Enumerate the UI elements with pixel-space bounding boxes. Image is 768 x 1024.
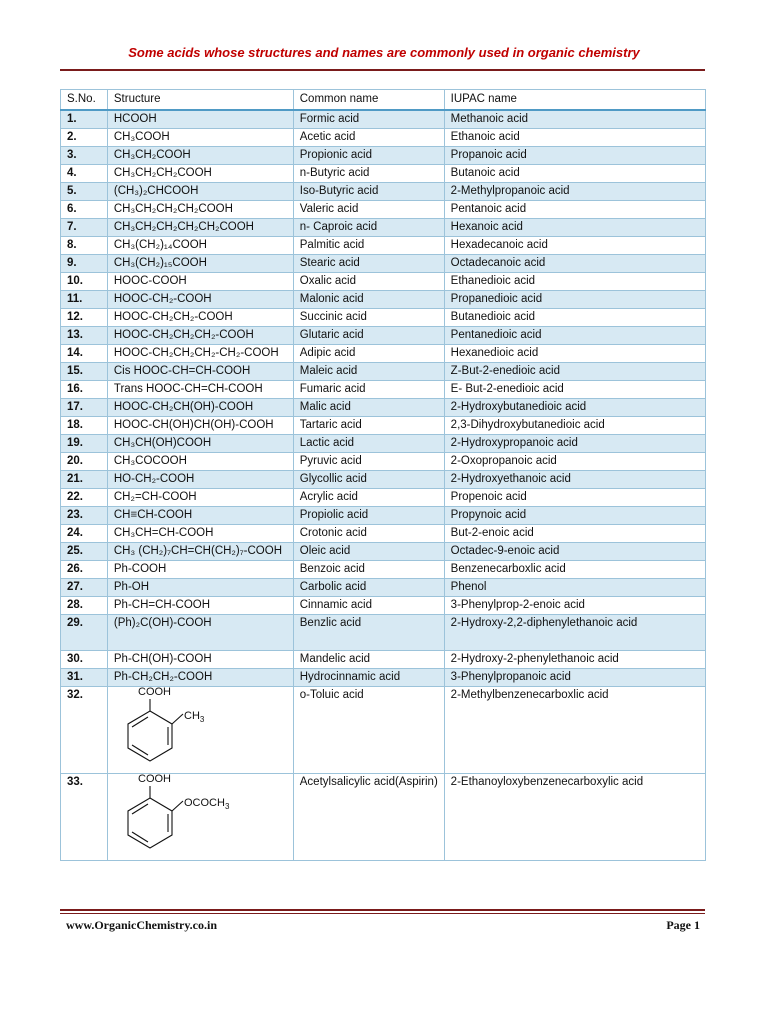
table-row (61, 110, 706, 129)
cell-sno: 8. (61, 237, 108, 255)
footer-website: www.OrganicChemistry.co.in (66, 918, 217, 932)
cell-structure: CH≡CH-COOH (107, 507, 293, 525)
cell-iupac-name: Propynoic acid (444, 507, 705, 525)
cell-sno: 16. (61, 381, 108, 399)
cell-common-name: Formic acid (293, 110, 444, 129)
cell-structure: CH₃CH₂CH₂CH₂CH₂COOH (107, 219, 293, 237)
table-row (61, 471, 706, 489)
table-row (61, 399, 706, 417)
header-sno: S.No. (61, 90, 108, 111)
table-row (61, 129, 706, 147)
cell-iupac-name: But-2-enoic acid (444, 525, 705, 543)
cell-iupac-name: Propanedioic acid (444, 291, 705, 309)
table-row (61, 669, 706, 687)
cell-iupac-name: Methanoic acid (444, 110, 705, 129)
cell-sno: 27. (61, 579, 108, 597)
cell-common-name: Hydrocinnamic acid (293, 669, 444, 687)
cell-iupac-name: 3-Phenylprop-2-enoic acid (444, 597, 705, 615)
cell-common-name: Iso-Butyric acid (293, 183, 444, 201)
cell-structure: HOOC-CH₂CH₂-COOH (107, 309, 293, 327)
cell-sno: 25. (61, 543, 108, 561)
cell-iupac-name: Phenol (444, 579, 705, 597)
mol-top-group: COOH (137, 773, 171, 785)
cell-sno: 29. (61, 615, 108, 651)
cell-sno: 17. (61, 399, 108, 417)
cell-structure: CH₃CH₂COOH (107, 147, 293, 165)
cell-iupac-name: 3-Phenylpropanoic acid (444, 669, 705, 687)
cell-structure: HOOC-CH₂CH(OH)-COOH (107, 399, 293, 417)
cell-sno: 2. (61, 129, 108, 147)
cell-structure: HOOC-CH₂-COOH (107, 291, 293, 309)
table-row (61, 273, 706, 291)
page-title: Some acids whose structures and names are commonly used in organic chemistry (128, 45, 640, 60)
o-toluic-acid-structure (110, 687, 230, 771)
table-row (61, 579, 706, 597)
mol-side-group: $OCOCH_3$ (183, 797, 230, 811)
cell-common-name: Acrylic acid (293, 489, 444, 507)
cell-structure-drawing (107, 687, 293, 774)
cell-iupac-name: 2-Methylbenzenecarboxlic acid (444, 687, 705, 774)
cell-sno: 30. (61, 651, 108, 669)
cell-iupac-name: 2,3-Dihydroxybutanedioic acid (444, 417, 705, 435)
cell-sno: 15. (61, 363, 108, 381)
mol-top-group: COOH (137, 686, 171, 698)
table-row (61, 201, 706, 219)
table-row (61, 381, 706, 399)
cell-structure: Ph-CH=CH-COOH (107, 597, 293, 615)
cell-sno: 7. (61, 219, 108, 237)
table-row (61, 543, 706, 561)
cell-structure: HOOC-CH₂CH₂CH₂-COOH (107, 327, 293, 345)
cell-iupac-name: Pentanedioic acid (444, 327, 705, 345)
cell-common-name: Valeric acid (293, 201, 444, 219)
cell-structure: Ph-COOH (107, 561, 293, 579)
cell-structure: CH₃CH=CH-COOH (107, 525, 293, 543)
cell-structure: Ph-CH₂CH₂-COOH (107, 669, 293, 687)
cell-common-name: Acetic acid (293, 129, 444, 147)
mol-side-group: $CH_3$ (183, 710, 205, 724)
cell-common-name: Carbolic acid (293, 579, 444, 597)
cell-common-name: Tartaric acid (293, 417, 444, 435)
cell-sno: 26. (61, 561, 108, 579)
cell-common-name: n-Butyric acid (293, 165, 444, 183)
page-number: Page 1 (666, 918, 700, 932)
table-body (61, 110, 706, 861)
cell-iupac-name: 2-Ethanoyloxybenzenecarboxylic acid (444, 774, 705, 861)
table-row (61, 435, 706, 453)
table-row (61, 183, 706, 201)
table-row (61, 453, 706, 471)
cell-structure: HO-CH₂-COOH (107, 471, 293, 489)
cell-common-name: Pyruvic acid (293, 453, 444, 471)
cell-sno: 6. (61, 201, 108, 219)
table-row (61, 561, 706, 579)
cell-iupac-name: Hexadecanoic acid (444, 237, 705, 255)
cell-structure: CH₂=CH-COOH (107, 489, 293, 507)
header-structure: Structure (107, 90, 293, 111)
cell-iupac-name: E- But-2-enedioic acid (444, 381, 705, 399)
cell-common-name: Malonic acid (293, 291, 444, 309)
cell-sno: 13. (61, 327, 108, 345)
table-row (61, 237, 706, 255)
cell-structure: CH₃CH₂CH₂CH₂COOH (107, 201, 293, 219)
table-row (61, 327, 706, 345)
cell-common-name: Acetylsalicylic acid(Aspirin) (293, 774, 444, 861)
cell-iupac-name: Hexanedioic acid (444, 345, 705, 363)
cell-iupac-name: 2-Hydroxyethanoic acid (444, 471, 705, 489)
cell-common-name: Cinnamic acid (293, 597, 444, 615)
table-row (61, 615, 706, 651)
cell-iupac-name: Propenoic acid (444, 489, 705, 507)
cell-common-name: Adipic acid (293, 345, 444, 363)
cell-sno: 1. (61, 110, 108, 129)
cell-structure: CH₃(CH₂)₁₅COOH (107, 255, 293, 273)
table-row (61, 489, 706, 507)
cell-common-name: Stearic acid (293, 255, 444, 273)
cell-iupac-name: 2-Hydroxy-2,2-diphenylethanoic acid (444, 615, 705, 651)
cell-iupac-name: 2-Hydroxy-2-phenylethanoic acid (444, 651, 705, 669)
table-row (61, 291, 706, 309)
cell-common-name: Palmitic acid (293, 237, 444, 255)
table-row (61, 597, 706, 615)
cell-structure-drawing (107, 774, 293, 861)
cell-sno: 5. (61, 183, 108, 201)
cell-structure: CH₃COOH (107, 129, 293, 147)
table-header-row (61, 90, 706, 111)
cell-common-name: Maleic acid (293, 363, 444, 381)
cell-common-name: n- Caproic acid (293, 219, 444, 237)
cell-sno: 11. (61, 291, 108, 309)
cell-structure: HOOC-CH₂CH₂CH₂-CH₂-COOH (107, 345, 293, 363)
cell-structure: Ph-OH (107, 579, 293, 597)
cell-sno: 14. (61, 345, 108, 363)
table-row (61, 417, 706, 435)
cell-sno: 4. (61, 165, 108, 183)
cell-structure: HCOOH (107, 110, 293, 129)
table-row (61, 345, 706, 363)
cell-common-name: o-Toluic acid (293, 687, 444, 774)
cell-common-name: Benzoic acid (293, 561, 444, 579)
cell-common-name: Fumaric acid (293, 381, 444, 399)
footer-rule (60, 909, 705, 911)
cell-structure: HOOC-CH(OH)CH(OH)-COOH (107, 417, 293, 435)
cell-common-name: Glycollic acid (293, 471, 444, 489)
cell-sno: 19. (61, 435, 108, 453)
cell-common-name: Succinic acid (293, 309, 444, 327)
cell-sno: 10. (61, 273, 108, 291)
cell-common-name: Oxalic acid (293, 273, 444, 291)
cell-sno: 28. (61, 597, 108, 615)
cell-iupac-name: Hexanoic acid (444, 219, 705, 237)
cell-sno: 23. (61, 507, 108, 525)
cell-iupac-name: Benzenecarboxlic acid (444, 561, 705, 579)
cell-common-name: Glutaric acid (293, 327, 444, 345)
cell-structure: (CH₃)₂CHCOOH (107, 183, 293, 201)
cell-common-name: Malic acid (293, 399, 444, 417)
cell-sno: 18. (61, 417, 108, 435)
cell-iupac-name: Butanedioic acid (444, 309, 705, 327)
cell-sno: 32. (61, 687, 108, 774)
acids-table (60, 89, 706, 861)
cell-iupac-name: Octadecanoic acid (444, 255, 705, 273)
cell-structure: HOOC-COOH (107, 273, 293, 291)
cell-iupac-name: 2-Methylpropanoic acid (444, 183, 705, 201)
table-row-32 (61, 687, 706, 774)
cell-sno: 20. (61, 453, 108, 471)
cell-structure: Cis HOOC-CH=CH-COOH (107, 363, 293, 381)
cell-structure: CH₃ (CH₂)₇CH=CH(CH₂)₇-COOH (107, 543, 293, 561)
table-row (61, 165, 706, 183)
cell-sno: 24. (61, 525, 108, 543)
cell-sno: 12. (61, 309, 108, 327)
cell-structure: CH₃CH(OH)COOH (107, 435, 293, 453)
table-row (61, 363, 706, 381)
table-row (61, 255, 706, 273)
cell-iupac-name: 2-Hydroxypropanoic acid (444, 435, 705, 453)
cell-sno: 21. (61, 471, 108, 489)
aspirin-structure (110, 774, 250, 858)
cell-structure: Ph-CH(OH)-COOH (107, 651, 293, 669)
header-iupac-name: IUPAC name (444, 90, 705, 111)
cell-structure: CH₃CH₂CH₂COOH (107, 165, 293, 183)
table-row (61, 507, 706, 525)
header-common-name: Common name (293, 90, 444, 111)
cell-iupac-name: Z-But-2-enedioic acid (444, 363, 705, 381)
cell-sno: 22. (61, 489, 108, 507)
title-rule (60, 69, 705, 71)
cell-iupac-name: Propanoic acid (444, 147, 705, 165)
cell-iupac-name: 2-Oxopropanoic acid (444, 453, 705, 471)
cell-structure: (Ph)₂C(OH)-COOH (107, 615, 293, 651)
table-row-33 (61, 774, 706, 861)
table-row (61, 309, 706, 327)
cell-iupac-name: Ethanedioic acid (444, 273, 705, 291)
table-row (61, 147, 706, 165)
cell-common-name: Propiolic acid (293, 507, 444, 525)
table-row (61, 651, 706, 669)
cell-sno: 9. (61, 255, 108, 273)
cell-iupac-name: 2-Hydroxybutanedioic acid (444, 399, 705, 417)
table-row (61, 525, 706, 543)
cell-common-name: Lactic acid (293, 435, 444, 453)
cell-structure: CH₃(CH₂)₁₄COOH (107, 237, 293, 255)
cell-common-name: Benzlic acid (293, 615, 444, 651)
cell-structure: CH₃COCOOH (107, 453, 293, 471)
cell-sno: 33. (61, 774, 108, 861)
cell-iupac-name: Octadec-9-enoic acid (444, 543, 705, 561)
cell-common-name: Oleic acid (293, 543, 444, 561)
cell-sno: 31. (61, 669, 108, 687)
cell-iupac-name: Ethanoic acid (444, 129, 705, 147)
table-row (61, 219, 706, 237)
cell-structure: Trans HOOC-CH=CH-COOH (107, 381, 293, 399)
cell-common-name: Crotonic acid (293, 525, 444, 543)
cell-iupac-name: Butanoic acid (444, 165, 705, 183)
cell-sno: 3. (61, 147, 108, 165)
cell-common-name: Propionic acid (293, 147, 444, 165)
cell-iupac-name: Pentanoic acid (444, 201, 705, 219)
footer-rule-thin (60, 913, 705, 914)
cell-common-name: Mandelic acid (293, 651, 444, 669)
